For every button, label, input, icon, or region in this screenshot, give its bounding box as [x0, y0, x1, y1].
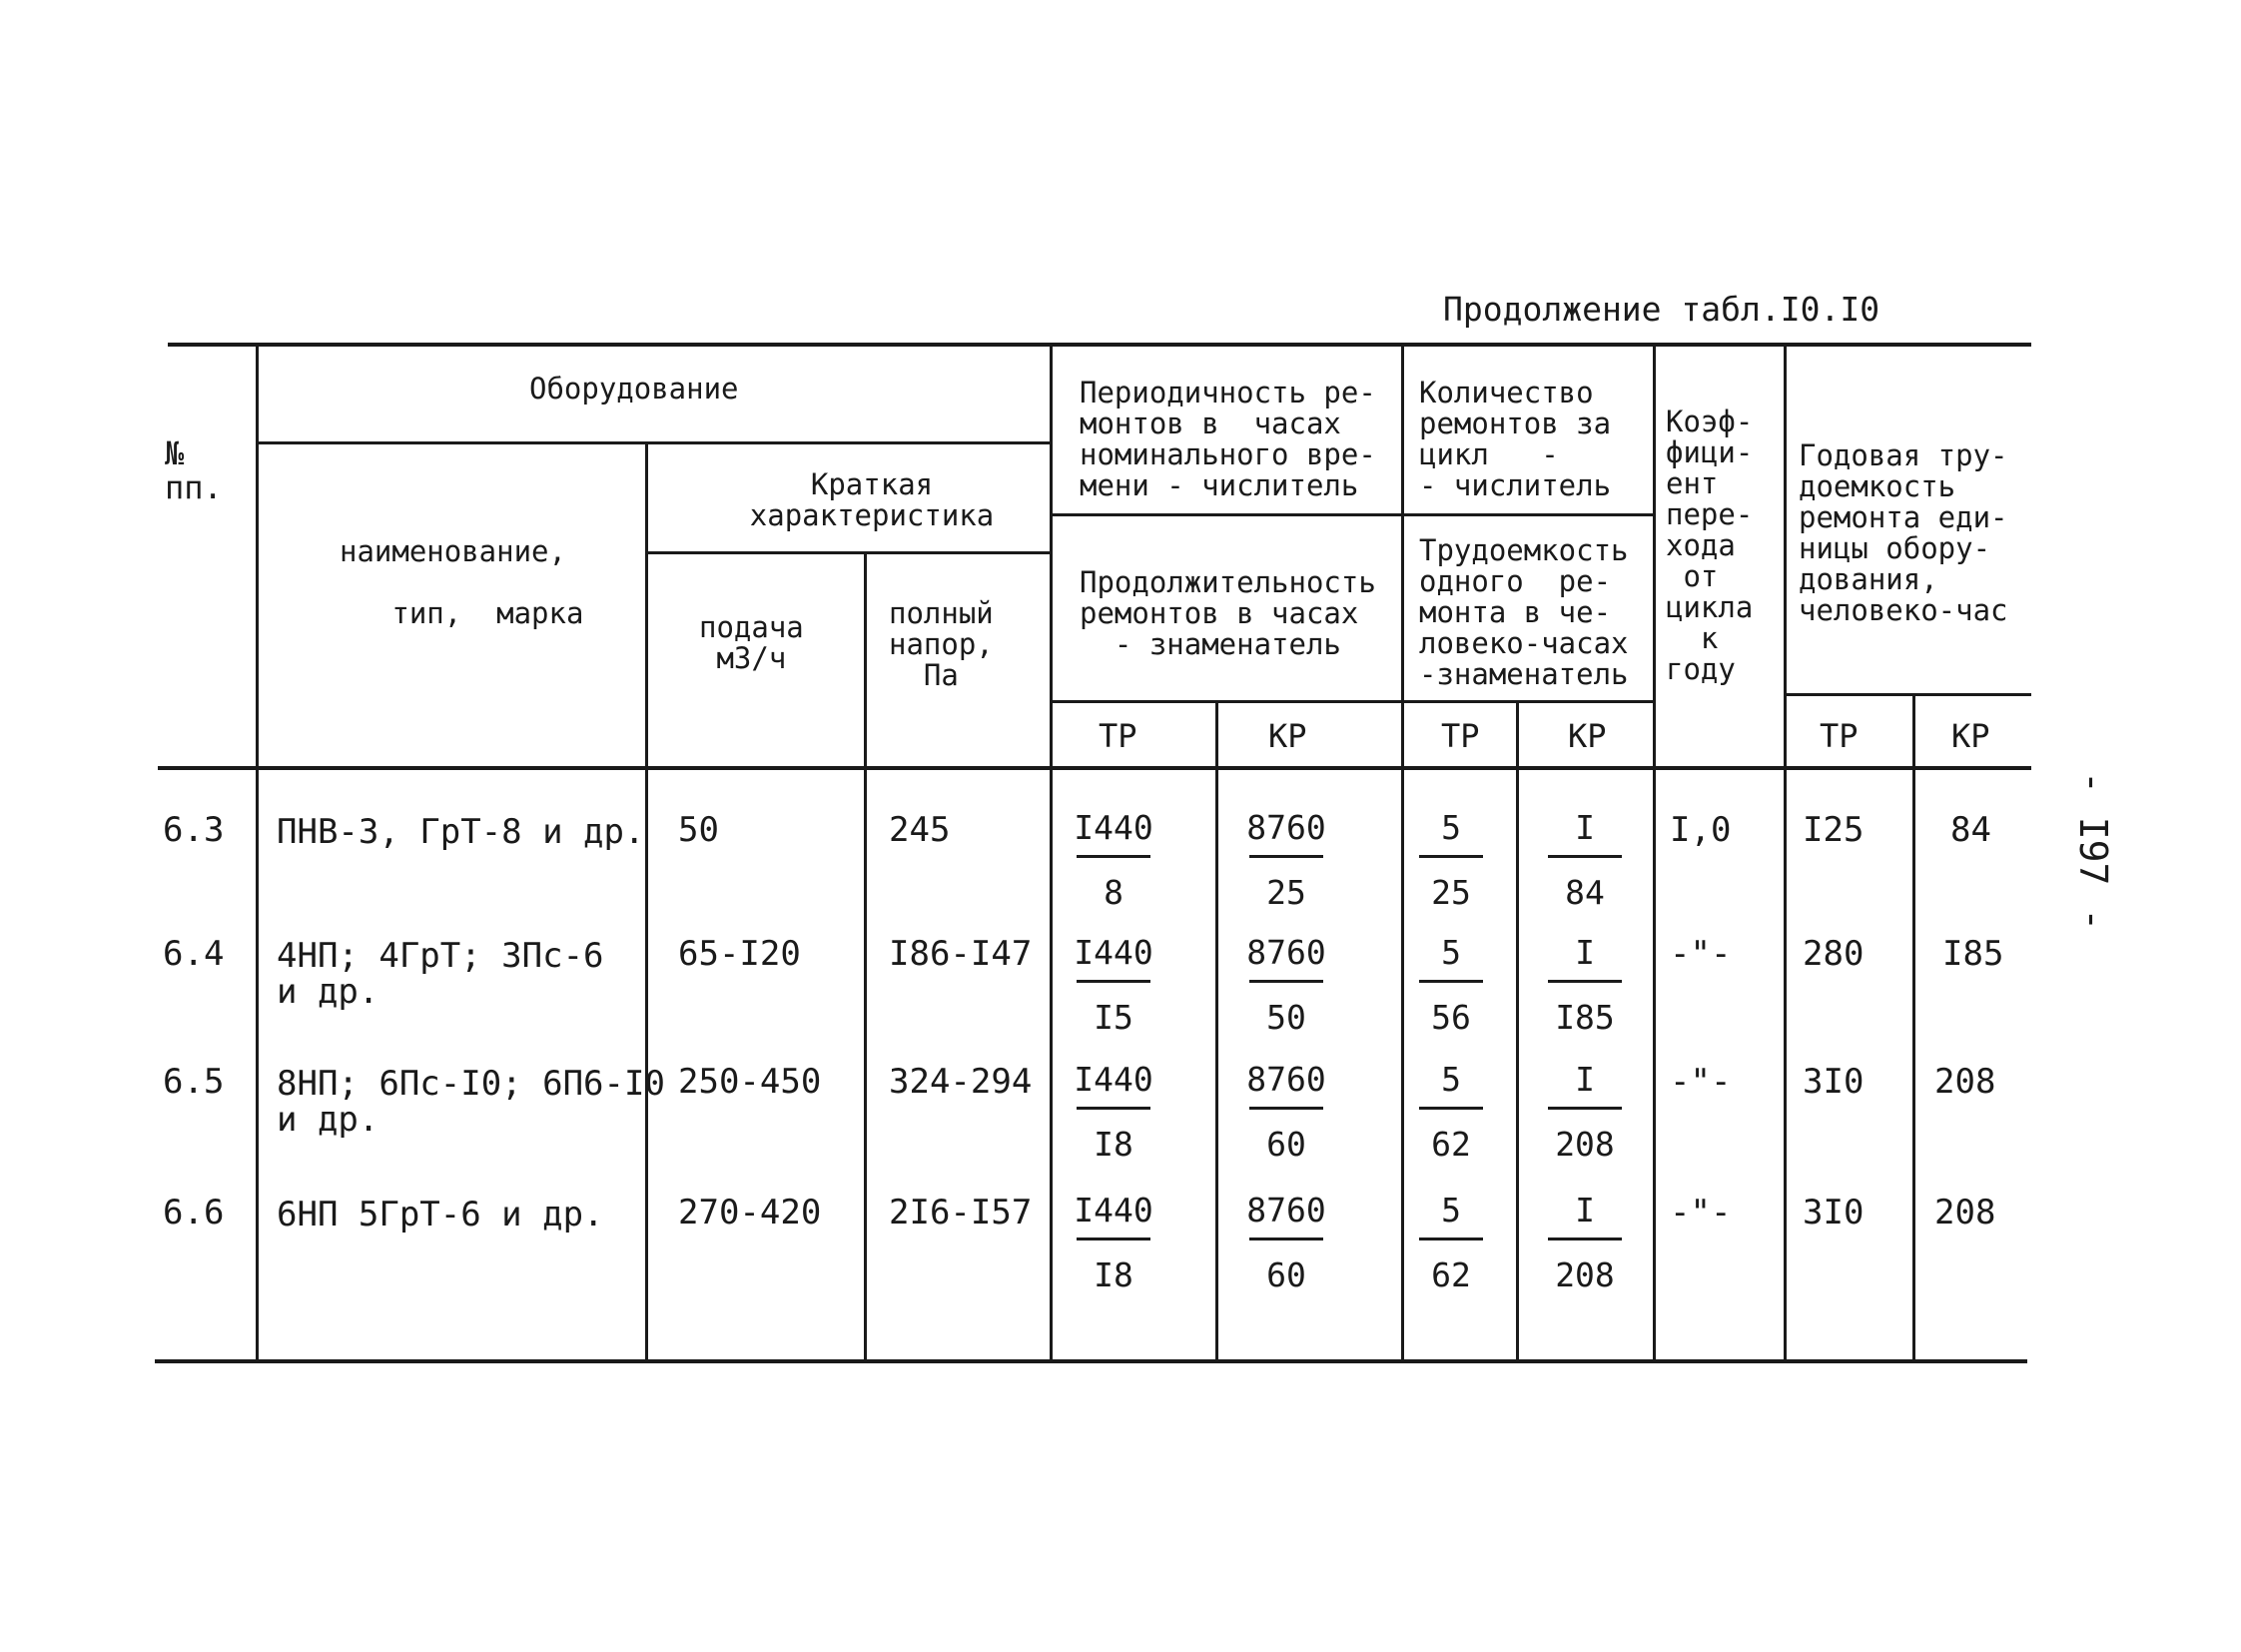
col-rule-4	[1050, 345, 1053, 1360]
coef-value: I,0	[1670, 810, 1732, 850]
fraction-denominator: 50	[1266, 998, 1306, 1037]
fraction-bar	[1548, 1107, 1622, 1110]
annual-tr-value: I25	[1803, 810, 1865, 850]
flow-value: 250-450	[678, 1062, 822, 1102]
fraction-bar	[1249, 1107, 1323, 1110]
fraction-bar	[1249, 855, 1323, 858]
header-period-tr: ТР	[1099, 717, 1137, 755]
fraction-bar	[1419, 1238, 1483, 1240]
period-tr-fraction	[1069, 1057, 1158, 1168]
fraction-denominator: 25	[1431, 873, 1471, 912]
col-rule-2	[645, 442, 648, 1360]
fraction-bar	[1077, 980, 1150, 983]
period-kr-fraction	[1241, 930, 1331, 1041]
table-bottom-rule	[155, 1359, 2027, 1363]
header-name: наименование, тип, марка	[340, 534, 584, 630]
coef-value: -"-	[1670, 934, 1732, 974]
fraction-numerator: 8760	[1246, 1191, 1326, 1230]
annual-kr-value: 208	[1934, 1062, 1996, 1102]
fraction-numerator: I440	[1074, 1060, 1153, 1099]
col-rule-8	[1653, 345, 1656, 1360]
fraction-bar	[1419, 980, 1483, 983]
fraction-bar	[1077, 855, 1150, 858]
fraction-bar	[1548, 980, 1622, 983]
period-kr-fraction	[1241, 1057, 1331, 1168]
fraction-numerator: 8760	[1246, 933, 1326, 972]
header-coef: Коэф- фици- ент пере- хода от цикла к году	[1666, 405, 1754, 686]
period-kr-fraction	[1241, 805, 1331, 916]
header-annual-kr: КР	[1951, 717, 1990, 755]
header-labor-kr: КР	[1568, 717, 1607, 755]
count-tr-fraction	[1411, 1057, 1491, 1168]
equipment-name-cont: и др.	[277, 972, 379, 1012]
fraction-numerator: 5	[1441, 933, 1461, 972]
fraction-bar	[1419, 1107, 1483, 1110]
count-tr-fraction	[1411, 1188, 1491, 1298]
count-kr-fraction	[1540, 1188, 1630, 1298]
header-flow: подача м3/ч	[699, 610, 804, 675]
count-kr-fraction	[1540, 1057, 1630, 1168]
fraction-bar	[1077, 1238, 1150, 1240]
header-annual-tr: ТР	[1820, 717, 1859, 755]
annual-kr-value: 208	[1934, 1193, 1996, 1233]
coef-value: -"-	[1670, 1062, 1732, 1102]
fraction-denominator: I8	[1094, 1125, 1133, 1164]
fraction-bar	[1249, 1238, 1323, 1240]
header-head: полный напор, Па	[889, 596, 994, 692]
header-equipment: Оборудование	[529, 372, 739, 406]
col-rule-3	[864, 552, 867, 1360]
period-subrule	[1051, 513, 1656, 516]
col-rule-1	[256, 345, 259, 1360]
annual-tr-value: 280	[1803, 934, 1865, 974]
equipment-subrule	[258, 441, 1050, 444]
period-tr-fraction	[1069, 930, 1158, 1041]
flow-value: 270-420	[678, 1193, 822, 1233]
equipment-name: ПНВ-3, ГрТ-8 и др.	[277, 812, 645, 852]
equipment-name-cont: и др.	[277, 1100, 379, 1140]
row-number: 6.3	[163, 810, 225, 850]
fraction-numerator: I440	[1074, 1191, 1153, 1230]
table-top-rule	[168, 343, 2031, 347]
fraction-bar	[1548, 855, 1622, 858]
count-kr-fraction	[1540, 930, 1630, 1041]
fraction-denominator: 84	[1565, 873, 1605, 912]
fraction-denominator: 56	[1431, 998, 1471, 1037]
fraction-numerator: I	[1575, 808, 1595, 847]
fraction-numerator: 5	[1441, 808, 1461, 847]
row-number: 6.4	[163, 934, 225, 974]
fraction-numerator: I440	[1074, 808, 1153, 847]
row-number: 6.6	[163, 1193, 225, 1233]
annual-kr-value: I85	[1942, 934, 2004, 974]
fraction-denominator: 62	[1431, 1125, 1471, 1164]
header-num: № пп.	[165, 434, 223, 506]
fraction-denominator: 62	[1431, 1255, 1471, 1294]
col-rule-9	[1784, 345, 1787, 1360]
table-caption: Продолжение табл.I0.I0	[1443, 290, 1880, 329]
header-labor: Трудоемкость одного ре- монта в че- ловеко-часах -знаменатель	[1419, 533, 1629, 691]
equipment-name: 4НП; 4ГрТ; 3Пс-6	[277, 936, 604, 976]
head-value: 245	[889, 810, 951, 850]
fraction-denominator: 25	[1266, 873, 1306, 912]
fraction-numerator: I	[1575, 1060, 1595, 1099]
col-rule-7	[1516, 701, 1519, 1360]
header-bottom-rule	[158, 766, 2031, 770]
annual-kr-value: 84	[1950, 810, 1991, 850]
head-value: 2I6-I57	[889, 1193, 1033, 1233]
flow-value: 50	[678, 810, 719, 850]
period-tr-fraction	[1069, 1188, 1158, 1298]
annual-tr-value: 3I0	[1803, 1062, 1865, 1102]
head-value: 324-294	[889, 1062, 1033, 1102]
fraction-denominator: I85	[1555, 998, 1615, 1037]
fraction-numerator: 8760	[1246, 1060, 1326, 1099]
fraction-denominator: 208	[1555, 1255, 1615, 1294]
header-duration: Продолжительность ремонтов в часах - знаменатель	[1080, 565, 1376, 661]
fraction-denominator: 8	[1104, 873, 1123, 912]
col-rule-6	[1401, 345, 1404, 1360]
fraction-denominator: I5	[1094, 998, 1133, 1037]
count-tr-fraction	[1411, 805, 1491, 916]
fraction-numerator: 5	[1441, 1060, 1461, 1099]
fraction-denominator: I8	[1094, 1255, 1133, 1294]
fraction-denominator: 208	[1555, 1125, 1615, 1164]
fraction-numerator: 8760	[1246, 808, 1326, 847]
fraction-denominator: 60	[1266, 1125, 1306, 1164]
header-period-kr: КР	[1268, 717, 1307, 755]
brief-subrule	[647, 551, 1050, 554]
fraction-bar	[1077, 1107, 1150, 1110]
col-rule-5	[1215, 701, 1218, 1360]
coef-value: -"-	[1670, 1193, 1732, 1233]
trkr-rule-right	[1786, 693, 2031, 696]
fraction-bar	[1419, 855, 1483, 858]
head-value: I86-I47	[889, 934, 1033, 974]
period-kr-fraction	[1241, 1188, 1331, 1298]
fraction-bar	[1249, 980, 1323, 983]
equipment-name: 8НП; 6Пс-I0; 6П6-I0	[277, 1064, 665, 1104]
period-tr-fraction	[1069, 805, 1158, 916]
fraction-denominator: 60	[1266, 1255, 1306, 1294]
header-brief: Краткая характеристика	[749, 467, 995, 532]
header-annual: Годовая тру- доемкость ремонта еди- ницы обору- дования, человеко-час	[1799, 438, 2008, 627]
flow-value: 65-I20	[678, 934, 801, 974]
row-number: 6.5	[163, 1062, 225, 1102]
count-kr-fraction	[1540, 805, 1630, 916]
fraction-numerator: 5	[1441, 1191, 1461, 1230]
header-count: Количество ремонтов за цикл - - числитель	[1419, 376, 1612, 502]
fraction-numerator: I	[1575, 1191, 1595, 1230]
page-number: - I97 -	[2071, 771, 2115, 932]
header-labor-tr: ТР	[1441, 717, 1480, 755]
count-tr-fraction	[1411, 930, 1491, 1041]
trkr-rule-left	[1051, 700, 1656, 703]
col-rule-10	[1912, 694, 1915, 1360]
fraction-numerator: I	[1575, 933, 1595, 972]
equipment-name: 6НП 5ГрТ-6 и др.	[277, 1195, 604, 1235]
annual-tr-value: 3I0	[1803, 1193, 1865, 1233]
fraction-bar	[1548, 1238, 1622, 1240]
fraction-numerator: I440	[1074, 933, 1153, 972]
header-period: Периодичность ре- монтов в часах номинального вре- мени - числитель	[1080, 376, 1376, 502]
